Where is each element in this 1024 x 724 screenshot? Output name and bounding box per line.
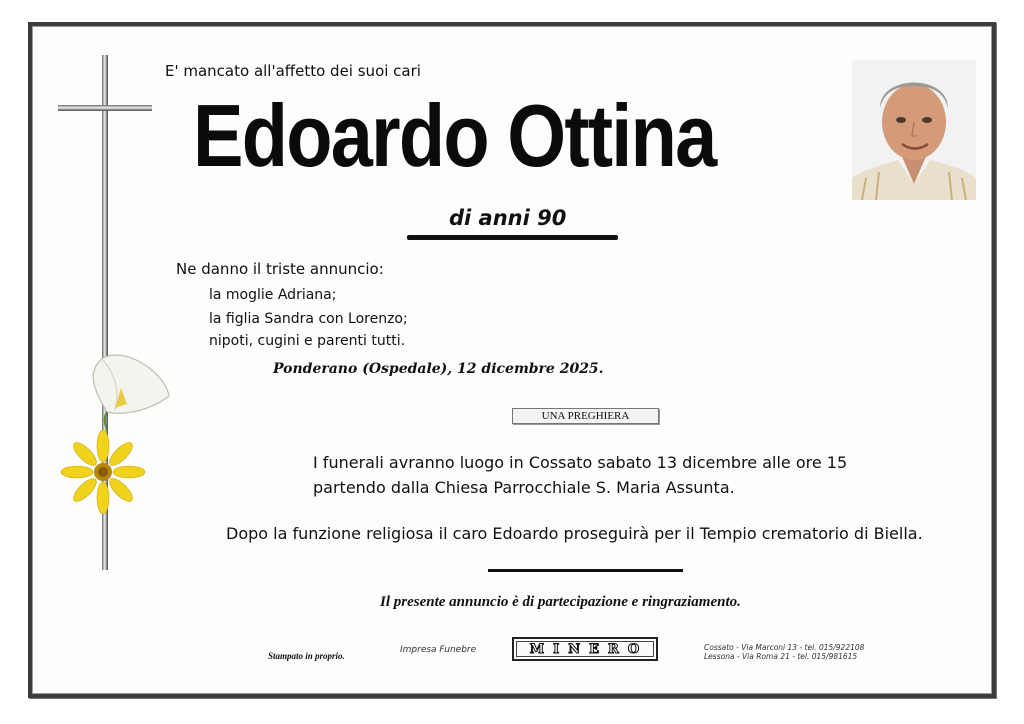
deceased-name: Edoardo Ottina	[193, 86, 716, 185]
stamp-text: Stampato in proprio.	[268, 651, 345, 661]
prayer-button[interactable]: UNA PREGHIERA	[512, 408, 659, 424]
cross-bar	[58, 105, 152, 111]
portrait-photo	[852, 60, 976, 200]
divider-line	[488, 569, 683, 572]
family-line: la moglie Adriana;	[209, 287, 337, 303]
impresa-label: Impresa Funebre	[400, 645, 477, 655]
family-line: nipoti, cugini e parenti tutti.	[209, 333, 406, 349]
flower-decoration	[55, 352, 173, 524]
intro-text: E' mancato all'affetto dei suoi cari	[165, 62, 421, 80]
announce-title: Ne danno il triste annuncio:	[176, 260, 384, 278]
family-line: la figlia Sandra con Lorenzo;	[209, 311, 408, 327]
logo-text: MINERO	[529, 642, 649, 657]
after-service-text: Dopo la funzione religiosa il caro Edoardo proseguirà per il Tempio crematorio di Biella.	[226, 524, 923, 543]
closing-note: Il presente annuncio è di partecipazione e ringraziamento.	[380, 594, 741, 610]
address-line: Lessona - Via Roma 21 - tel. 015/981615	[704, 652, 858, 661]
yellow-daisy-icon	[61, 430, 145, 514]
age-text: di anni 90	[449, 206, 567, 230]
address-line: Cossato - Via Marconi 13 - tel. 015/922108	[704, 643, 865, 652]
calla-lily-icon	[93, 355, 169, 430]
funeral-line-2: partendo dalla Chiesa Parrocchiale S. Maria Assunta.	[313, 478, 735, 497]
age-underline	[407, 235, 618, 240]
place-date: Ponderano (Ospedale), 12 dicembre 2025.	[273, 361, 604, 377]
minero-logo	[512, 637, 658, 661]
funeral-line-1: I funerali avranno luogo in Cossato sabato 13 dicembre alle ore 15	[313, 453, 848, 472]
